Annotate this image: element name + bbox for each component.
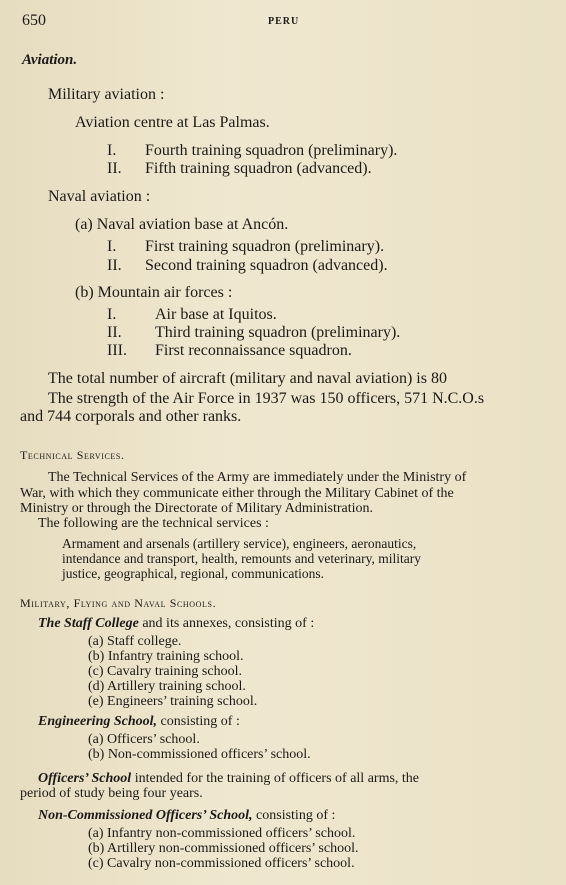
- officers-school-line-cont: period of study being four years.: [20, 786, 203, 801]
- technical-para-line: War, with which they communicate either through the Military Cabinet of the: [20, 486, 454, 501]
- list-item: II. Second training squadron (advanced).: [107, 257, 388, 274]
- engineering-school-line: Engineering School, consisting of :: [38, 714, 240, 729]
- list-item: (b) Non-commissioned officers’ school.: [88, 747, 311, 762]
- naval-a: (a) Naval aviation base at Ancón.: [75, 216, 289, 233]
- list-item: (d) Artillery training school.: [88, 679, 246, 694]
- list-item: I. Fourth training squadron (preliminary).: [107, 142, 398, 159]
- list-item: (c) Cavalry non-commissioned officers’ school.: [88, 856, 355, 871]
- section-heading-technical: Technical Services.: [20, 448, 125, 462]
- military-centre: Aviation centre at Las Palmas.: [75, 114, 270, 131]
- naval-b: (b) Mountain air forces :: [75, 284, 233, 301]
- list-item: (e) Engineers’ training school.: [88, 694, 258, 709]
- page-number: 650: [22, 12, 46, 29]
- nco-school-line: Non-Commissioned Officers’ School, consisting of :: [38, 808, 336, 823]
- naval-aviation-label: Naval aviation :: [48, 188, 151, 205]
- list-item: (a) Officers’ school.: [88, 732, 200, 747]
- list-item: (b) Infantry training school.: [88, 649, 244, 664]
- staff-college-line: The Staff College and its annexes, consisting of :: [38, 616, 315, 631]
- technical-para-line: The Technical Services of the Army are immediately under the Ministry of: [48, 470, 467, 485]
- air-force-strength: The strength of the Air Force in 1937 was 150 officers, 571 N.C.O.s: [48, 390, 485, 407]
- military-aviation-label: Military aviation :: [48, 86, 165, 103]
- list-item: II. Fifth training squadron (advanced).: [107, 160, 372, 177]
- technical-list-line: Armament and arsenals (artillery service), engineers, aeronautics,: [62, 536, 417, 551]
- technical-services-intro: The following are the technical services :: [38, 516, 269, 531]
- list-item: (a) Staff college.: [88, 634, 182, 649]
- list-item: II. Third training squadron (preliminary).: [107, 324, 401, 341]
- list-item: I. Air base at Iquitos.: [107, 306, 277, 323]
- technical-list-line: justice, geographical, regional, communications.: [62, 566, 325, 581]
- list-item: (b) Artillery non-commissioned officers’ school.: [88, 841, 359, 856]
- section-heading-schools: Military, Flying and Naval Schools.: [20, 596, 217, 610]
- technical-para-line: Ministry or through the Directorate of Military Administration.: [20, 501, 374, 516]
- running-head: PERU: [268, 16, 300, 27]
- list-item: (c) Cavalry training school.: [88, 664, 242, 679]
- list-item: (a) Infantry non-commissioned officers’ school.: [88, 826, 356, 841]
- officers-school-line: Officers’ School intended for the training of officers of all arms, the: [38, 771, 420, 786]
- total-aircraft: The total number of aircraft (military and naval aviation) is 80: [48, 370, 447, 387]
- list-item: I. First training squadron (preliminary).: [107, 238, 385, 255]
- air-force-strength-cont: and 744 corporals and other ranks.: [20, 408, 242, 425]
- section-heading-aviation: Aviation.: [22, 52, 78, 68]
- technical-list-line: intendance and transport, health, remounts and veterinary, military: [62, 551, 422, 566]
- list-item: III. First reconnaissance squadron.: [107, 342, 352, 359]
